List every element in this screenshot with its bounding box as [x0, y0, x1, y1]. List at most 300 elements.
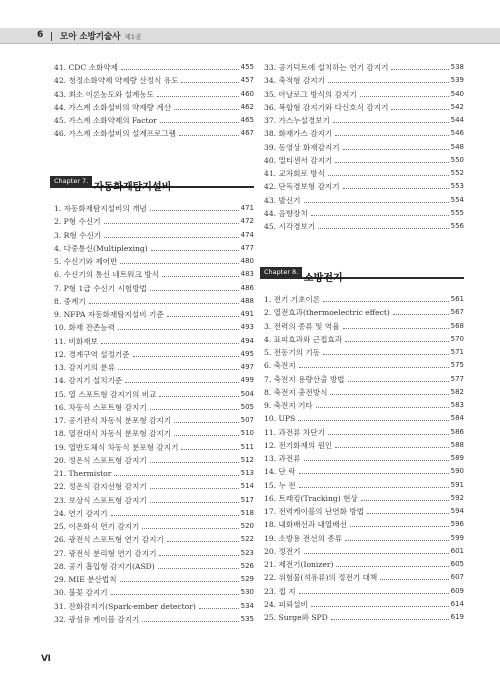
toc-entry-title: 13. 과전류	[264, 454, 301, 463]
toc-entry-page: 605	[450, 560, 464, 568]
toc-entry-title: 19. 소방용 전선의 종류	[264, 533, 343, 543]
toc-entry-title: 24. 연기 감지기	[54, 508, 108, 518]
toc-entry	[54, 546, 254, 559]
toc-leader-dots	[304, 553, 449, 554]
toc-entry-page: 540	[450, 89, 464, 98]
toc-entry-page: 567	[450, 308, 464, 317]
toc-entry	[264, 584, 464, 597]
toc-leader-dots	[361, 500, 449, 501]
toc-entry-page: 467	[240, 129, 254, 138]
toc-entry-title: 14. 단 락	[264, 467, 296, 477]
chapter-7-tag: Chapter 7.	[50, 176, 92, 187]
toc-entry	[54, 347, 254, 360]
toc-entry-page: 577	[450, 374, 464, 383]
toc-entry	[264, 345, 464, 358]
toc-entry	[264, 126, 464, 139]
toc-leader-dots	[162, 276, 239, 277]
toc-entry-page: 534	[240, 601, 254, 610]
toc-entry-title: 33. 공기덕트에 설치하는 연기 감지기	[264, 63, 389, 72]
toc-leader-dots	[142, 621, 238, 622]
toc-entry-page: 584	[450, 414, 464, 423]
toc-entry-title: 36. 복합형 감지기와 다신호식 감지기	[264, 102, 389, 112]
toc-entry	[54, 320, 254, 333]
toc-entry-title: 11. 비화재보	[54, 336, 98, 346]
toc-entry-page: 474	[240, 230, 254, 239]
chapter-7-title: 자동화재탐지설비	[94, 182, 172, 193]
toc-entry-page: 505	[240, 402, 254, 411]
toc-entry-page: 544	[450, 116, 464, 124]
toc-leader-dots	[316, 407, 449, 408]
book-title-text: 모아 소방기술사	[60, 32, 121, 42]
toc-entry	[264, 87, 464, 100]
toc-leader-dots	[336, 566, 448, 567]
toc-leader-dots	[174, 435, 239, 436]
toc-entry-title: 31. 잔화감지기(Spark-ember detector)	[54, 601, 196, 611]
toc-entry-title: 17. 전력케이블의 난연화 방법	[264, 507, 365, 516]
toc-entry	[54, 612, 254, 625]
chapter-8-tag: Chapter 8.	[260, 267, 302, 278]
toc-entry	[264, 319, 464, 332]
toc-leader-dots	[104, 237, 238, 238]
toc-entry-title: 3. R형 수신기	[54, 230, 102, 240]
toc-entry	[54, 307, 254, 320]
toc-entry-page: 583	[450, 401, 464, 409]
toc-entry	[264, 557, 464, 570]
toc-leader-dots	[150, 290, 239, 291]
volume-label: 제1권	[124, 33, 142, 41]
toc-entry	[264, 292, 464, 305]
toc-entry	[54, 60, 254, 73]
toc-entry-title: 7. 축전지 용량산출 방법	[264, 374, 345, 384]
toc-entry	[54, 532, 254, 545]
toc-entry	[54, 294, 254, 307]
toc-entry-title: 25. Surge와 SPD	[264, 613, 328, 622]
toc-entry	[54, 73, 254, 86]
toc-entry	[264, 411, 464, 424]
toc-entry	[264, 166, 464, 179]
toc-entry-page: 455	[240, 63, 254, 71]
toc-leader-dots	[323, 354, 449, 355]
toc-leader-dots	[299, 367, 449, 368]
toc-entry-title: 43. 발신기	[264, 195, 301, 205]
toc-entry	[54, 440, 254, 453]
toc-entry	[264, 438, 464, 451]
toc-entry-title: 45. 가스계 소화약제의 Factor	[54, 116, 157, 125]
toc-leader-dots	[120, 581, 239, 582]
toc-entry	[264, 73, 464, 86]
toc-entry-page: 510	[240, 429, 254, 438]
toc-entry	[264, 60, 464, 73]
toc-leader-dots	[111, 515, 239, 516]
toc-entry-title: 27. 광전식 분리형 연기 감지기	[54, 548, 157, 558]
toc-entry	[54, 413, 254, 426]
toc-entry-title: 29. MIE 분산법칙	[54, 575, 117, 584]
toc-entry-title: 21. Thermistor	[54, 469, 112, 478]
roman-page-footer: Ⅵ	[41, 654, 51, 664]
toc-entry-title: 2. P형 수신기	[54, 217, 101, 227]
toc-entry-title: 18. 내화배선과 내열배선	[264, 520, 347, 530]
toc-leader-dots	[167, 541, 239, 542]
toc-leader-dots	[304, 460, 449, 461]
toc-leader-dots	[158, 568, 239, 569]
toc-entry-page: 570	[450, 334, 464, 343]
toc-entry-page: 486	[240, 283, 254, 292]
toc-entry-title: 14. 감지기 설치기준	[54, 376, 123, 386]
toc-entry-title: 34. 축적형 감지기	[264, 76, 325, 86]
toc-entry	[54, 241, 254, 254]
toc-entry-title: 20. 정전기	[264, 546, 301, 556]
toc-leader-dots	[150, 462, 239, 463]
toc-leader-dots	[89, 303, 239, 304]
toc-entry-page: 542	[450, 102, 464, 111]
toc-entry-page: 513	[240, 469, 254, 477]
toc-entry-title: 15. 누 전	[264, 480, 296, 490]
toc-leader-dots	[345, 341, 449, 342]
toc-entry-title: 45. 시각경보기	[264, 222, 316, 231]
toc-leader-dots	[111, 594, 239, 595]
toc-entry-title: 23. 보상식 스포트형 감지기	[54, 495, 147, 505]
toc-entry	[264, 398, 464, 411]
toc-leader-dots	[350, 526, 449, 527]
toc-leader-dots	[142, 528, 238, 529]
toc-entry	[54, 585, 254, 598]
toc-entry-title: 38. 화재가스 감지기	[264, 129, 333, 139]
toc-entry	[264, 193, 464, 206]
toc-entry	[54, 228, 254, 241]
toc-entry	[54, 559, 254, 572]
toc-entry-title: 43. 최소 이론농도와 설계농도	[54, 89, 155, 99]
toc-leader-dots	[311, 606, 449, 607]
toc-entry-page: 530	[240, 588, 254, 597]
toc-leader-dots	[333, 122, 449, 123]
toc-leader-dots	[159, 555, 238, 556]
toc-entry-title: 22. 위험물(석유류)의 정전기 대책	[264, 573, 378, 583]
toc-leader-dots	[323, 301, 449, 302]
chapter-8-rule	[260, 277, 464, 279]
toc-entry-page: 504	[240, 389, 254, 398]
toc-entry-title: 1. 전기 기초이론	[264, 295, 321, 304]
toc-entry-page: 457	[240, 76, 254, 85]
toc-entry	[264, 113, 464, 126]
toc-entry-page: 552	[450, 169, 464, 177]
toc-entry-title: 5. 수신기와 제어반	[54, 257, 118, 266]
toc-leader-dots	[160, 122, 239, 123]
toc-entry	[54, 281, 254, 294]
toc-entry-page: 472	[240, 217, 254, 226]
toc-leader-dots	[150, 210, 239, 211]
toc-entry-page: 619	[450, 613, 464, 621]
toc-entry-page: 499	[240, 376, 254, 385]
toc-entry	[264, 385, 464, 398]
toc-entry	[54, 400, 254, 413]
toc-entry-page: 538	[450, 63, 464, 71]
toc-entry-title: 41. 교차회로 방식	[264, 169, 325, 178]
toc-entry-title: 40. 멀티센서 감지기	[264, 155, 333, 165]
toc-leader-dots	[343, 328, 449, 329]
toc-leader-dots	[345, 540, 449, 541]
toc-entry-title: 9. 축전지 기타	[264, 401, 313, 410]
toc-entry-page: 523	[240, 548, 254, 557]
toc-entry-page: 493	[240, 323, 254, 332]
toc-entry-title: 26. 광전식 스포트형 연기 감지기	[54, 535, 164, 545]
header-divider	[51, 32, 52, 41]
toc-entry-title: 24. 피뢰설비	[264, 599, 308, 609]
toc-leader-dots	[335, 135, 448, 136]
toc-entry-title: 28. 공기 흡입형 감지기(ASD)	[54, 561, 155, 571]
toc-entry-page: 480	[240, 257, 254, 265]
toc-entry-page: 483	[240, 270, 254, 279]
toc-leader-dots	[318, 228, 448, 229]
toc-entry	[54, 599, 254, 612]
toc-entry-page: 582	[450, 387, 464, 396]
toc-entry-page: 596	[450, 520, 464, 529]
toc-leader-dots	[114, 475, 238, 476]
toc-entry-page: 592	[450, 493, 464, 502]
toc-leader-dots	[181, 82, 238, 83]
toc-leader-dots	[299, 473, 449, 474]
toc-entry-title: 42. 단독경보형 감지기	[264, 182, 340, 192]
toc-entry-title: 16. 차동식 스포트형 감지기	[54, 402, 147, 412]
toc-entry-title: 35. 아날로그 방식의 감지기	[264, 89, 357, 99]
toc-entry-page: 590	[450, 467, 464, 476]
toc-entry-page: 599	[450, 533, 464, 542]
toc-entry-page: 517	[240, 495, 254, 504]
toc-entry	[264, 517, 464, 530]
toc-entry	[264, 464, 464, 477]
toc-entry	[264, 425, 464, 438]
toc-entry-title: 25. 이온화식 연기 감지기	[54, 522, 140, 531]
toc-entry	[54, 479, 254, 492]
toc-entry-page: 539	[450, 76, 464, 85]
toc-entry-page: 514	[240, 482, 254, 491]
toc-entry-page: 550	[450, 155, 464, 164]
toc-entry-page: 512	[240, 455, 254, 464]
toc-entry	[54, 572, 254, 585]
toc-entry-page: 460	[240, 89, 254, 98]
toc-entry-page: 520	[240, 522, 254, 530]
toc-entry-title: 8. 중계기	[54, 296, 86, 306]
toc-entry	[264, 140, 464, 153]
toc-leader-dots	[174, 422, 239, 423]
toc-leader-dots	[299, 593, 449, 594]
toc-entry-title: 12. 경계구역 설정기준	[54, 349, 130, 359]
toc-leader-dots	[120, 263, 238, 264]
toc-entry-title: 4. 다중통신(Multiplexing)	[54, 243, 148, 253]
toc-entry-title: 12. 전기화재의 원인	[264, 440, 333, 450]
toc-leader-dots	[159, 396, 238, 397]
toc-leader-dots	[125, 382, 238, 383]
toc-entry-title: 6. 축전지	[264, 361, 296, 371]
toc-entry-page: 462	[240, 102, 254, 111]
toc-entry-title: 21. 제전기(Ionizer)	[264, 560, 334, 569]
toc-entry-page: 556	[450, 222, 464, 230]
toc-entry	[264, 531, 464, 544]
toc-entry-title: 11. 과전류 차단기	[264, 427, 325, 437]
toc-entry	[54, 334, 254, 347]
chapter-8-title: 소방전기	[304, 273, 343, 284]
toc-entry	[264, 219, 464, 232]
toc-entry	[54, 360, 254, 373]
toc-entry	[264, 206, 464, 219]
toc-entry	[264, 597, 464, 610]
toc-leader-dots	[133, 356, 239, 357]
toc-entry-title: 3. 전력의 종류 및 역율	[264, 321, 340, 331]
toc-entry	[264, 100, 464, 113]
toc-entry	[264, 544, 464, 557]
toc-entry	[264, 451, 464, 464]
toc-entry-page: 561	[450, 295, 464, 303]
toc-entry-page: 571	[450, 348, 464, 356]
toc-entry	[264, 358, 464, 371]
toc-leader-dots	[157, 96, 239, 97]
toc-entry-page: 609	[450, 586, 464, 595]
toc-entry	[54, 87, 254, 100]
toc-entry-page: 535	[240, 614, 254, 623]
toc-entry-page: 553	[450, 182, 464, 191]
toc-entry-page: 495	[240, 349, 254, 358]
toc-entry	[264, 153, 464, 166]
toc-entry	[264, 478, 464, 491]
toc-entry	[264, 305, 464, 318]
toc-entry-title: 5. 전동기의 기동	[264, 348, 321, 357]
toc-leader-dots	[343, 149, 449, 150]
toc-leader-dots	[328, 175, 449, 176]
toc-entry-page: 526	[240, 561, 254, 570]
toc-entry	[54, 100, 254, 113]
toc-entry-title: 23. 접 지	[264, 586, 296, 596]
toc-entry-page: 488	[240, 296, 254, 305]
toc-leader-dots	[367, 513, 449, 514]
toc-entry-page: 548	[450, 142, 464, 151]
toc-entry	[264, 504, 464, 517]
toc-entry-title: 42. 청정소화약제 약제량 산정식 유도	[54, 76, 179, 86]
toc-entry	[54, 506, 254, 519]
toc-entry-page: 589	[450, 454, 464, 462]
toc-entry-page: 465	[240, 116, 254, 124]
toc-entry-page: 554	[450, 195, 464, 204]
toc-entry-title: 8. 축전지 충전방식	[264, 387, 328, 397]
toc-entry-title: 16. 트래킹(Tracking) 현상	[264, 493, 358, 503]
toc-entry	[264, 332, 464, 345]
toc-entry-title: 1. 자동화재탐지설비의 개념	[54, 204, 147, 213]
toc-leader-dots	[150, 409, 239, 410]
toc-leader-dots	[393, 314, 449, 315]
toc-leader-dots	[391, 109, 448, 110]
toc-leader-dots	[150, 502, 239, 503]
toc-leader-dots	[328, 434, 449, 435]
toc-entry-title: 39. 동영상 화재감지기	[264, 142, 340, 152]
toc-leader-dots	[335, 162, 448, 163]
toc-entry-page: 575	[450, 361, 464, 370]
toc-leader-dots	[118, 329, 239, 330]
toc-entry-page: 601	[450, 546, 464, 555]
toc-entry-page: 477	[240, 243, 254, 252]
toc-entry	[54, 126, 254, 139]
toc-entry	[264, 491, 464, 504]
toc-entry-title: 7. P형 1급 수신기 시험방법	[54, 283, 147, 293]
toc-leader-dots	[150, 488, 239, 489]
toc-entry-title: 41. CDC 소화약제	[54, 63, 118, 72]
toc-leader-dots	[151, 250, 239, 251]
toc-entry-page: 594	[450, 507, 464, 515]
toc-entry	[264, 372, 464, 385]
toc-entry-page: 497	[240, 363, 254, 371]
toc-leader-dots	[118, 369, 239, 370]
toc-entry-page: 529	[240, 575, 254, 583]
toc-entry	[54, 387, 254, 400]
toc-entry	[54, 493, 254, 506]
toc-leader-dots	[304, 202, 449, 203]
toc-leader-dots	[360, 96, 449, 97]
toc-entry-title: 15. 열 스포트형 감지기의 비교	[54, 389, 157, 399]
toc-entry	[264, 570, 464, 583]
toc-entry	[54, 214, 254, 227]
toc-leader-dots	[331, 619, 449, 620]
toc-entry	[54, 466, 254, 479]
toc-entry	[264, 610, 464, 623]
toc-entry	[54, 201, 254, 214]
toc-entry-page: 494	[240, 336, 254, 345]
toc-entry-page: 588	[450, 440, 464, 449]
toc-entry-page: 607	[450, 573, 464, 582]
toc-entry	[54, 267, 254, 280]
toc-entry-title: 10. 화재 잔존능력	[54, 323, 115, 333]
toc-entry-page: 471	[240, 204, 254, 212]
toc-leader-dots	[299, 487, 449, 488]
toc-leader-dots	[121, 69, 239, 70]
toc-leader-dots	[101, 343, 239, 344]
toc-leader-dots	[199, 608, 239, 609]
toc-leader-dots	[298, 420, 448, 421]
toc-leader-dots	[311, 215, 449, 216]
toc-leader-dots	[179, 135, 239, 136]
toc-leader-dots	[380, 579, 448, 580]
toc-leader-dots	[181, 449, 238, 450]
toc-entry-page: 586	[450, 427, 464, 436]
toc-leader-dots	[391, 69, 448, 70]
page-number: 6	[37, 30, 44, 40]
toc-entry-page: 591	[450, 480, 464, 489]
toc-entry	[54, 254, 254, 267]
toc-entry-title: 46. 가스계 소화설비의 설계프로그램	[54, 129, 177, 139]
toc-entry-title: 18. 열전대식 차동식 분포형 감지기	[54, 429, 172, 439]
toc-entry-title: 44. 가스계 소화설비의 약제량 계산	[54, 102, 172, 112]
running-header	[0, 28, 500, 44]
toc-leader-dots	[104, 223, 239, 224]
toc-leader-dots	[335, 447, 448, 448]
toc-entry	[54, 519, 254, 532]
toc-entry-title: 17. 공기관식 차동식 분포형 감지기	[54, 416, 172, 425]
toc-entry-page: 555	[450, 208, 464, 217]
toc-entry-title: 2. 열전효과(thermoelectric effect)	[264, 308, 390, 318]
toc-leader-dots	[328, 82, 449, 83]
toc-leader-dots	[343, 188, 449, 189]
toc-entry	[54, 426, 254, 439]
toc-leader-dots	[330, 394, 448, 395]
toc-entry-page: 507	[240, 416, 254, 424]
toc-entry-title: 37. 가스누설경보기	[264, 116, 330, 125]
toc-entry	[54, 453, 254, 466]
toc-entry-page: 491	[240, 310, 254, 318]
toc-entry-page: 614	[450, 599, 464, 608]
toc-entry-title: 20. 정온식 스포트형 감지기	[54, 455, 147, 465]
toc-entry-title: 19. 열반도체식 차동식 분포형 감지기	[54, 442, 179, 452]
book-title	[60, 30, 141, 42]
toc-entry-title: 44. 음향장치	[264, 208, 308, 218]
toc-entry	[54, 113, 254, 126]
toc-entry-title: 32. 광섬유 케이블 감지기	[54, 614, 140, 624]
toc-entry-page: 518	[240, 508, 254, 517]
